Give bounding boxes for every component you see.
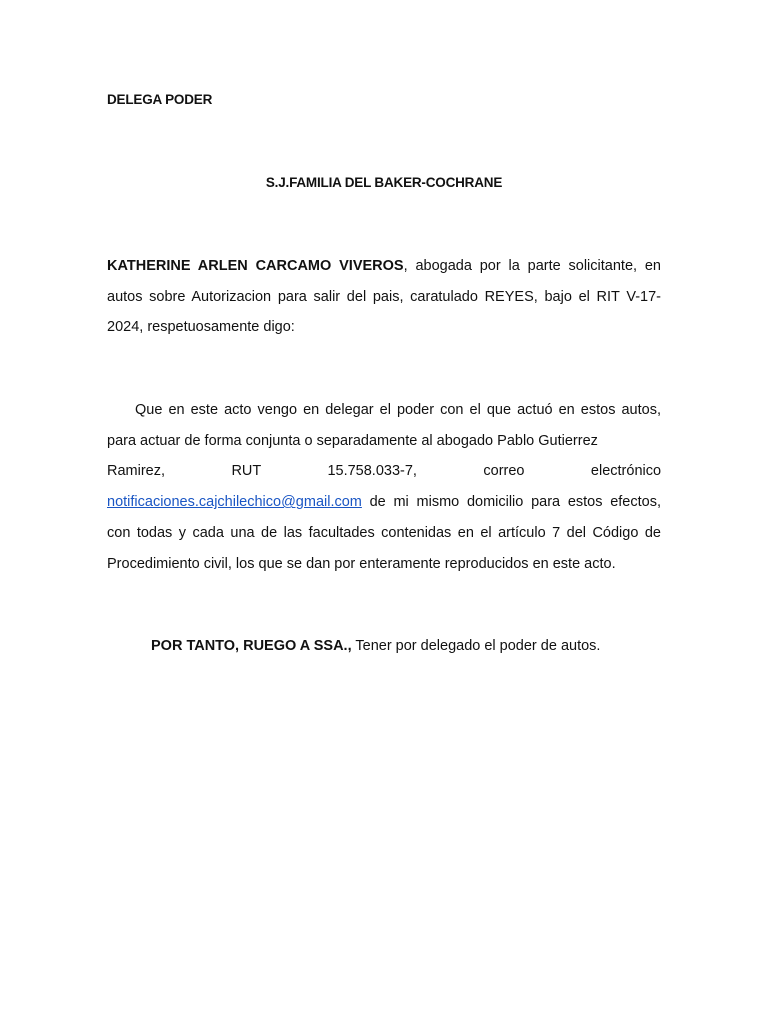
court-name: S.J.FAMILIA DEL BAKER-COCHRANE <box>265 175 503 190</box>
id-word: correo <box>483 463 525 480</box>
closing-bold: POR TANTO, RUEGO A SSA., <box>151 638 352 654</box>
closing-text: Tener por delegado el poder de autos. <box>351 638 601 654</box>
id-word: Ramirez, <box>107 463 166 480</box>
document-heading: DELEGA PODER <box>107 92 213 107</box>
id-word: 15.758.033-7, <box>327 463 417 480</box>
id-line <box>107 456 661 487</box>
closing-request <box>151 633 600 659</box>
id-word: RUT <box>231 463 261 480</box>
delegation-text-start: Que en este acto vengo en delegar el poder con el que actuó en estos autos, para actuar de forma conjunta o separadamente al abogado Pablo Gutierrez <box>107 402 661 449</box>
intro-paragraph <box>107 251 661 343</box>
email-link[interactable]: notificaciones.cajchilechico@gmail.com <box>107 494 362 511</box>
delegation-text-end: de mi mismo domicilio para estos efectos, con todas y cada una de las facultades contenidas en el artículo 7 del Código de Procedimiento civil, los que se dan por enteramente reproducidos en este acto. <box>107 494 661 572</box>
intro-text: , abogada por la parte solicitante, en autos sobre Autorizacion para salir del pais, caratulado REYES, bajo el RIT V-17-2024, respetuosamente digo: <box>107 258 661 336</box>
delegation-paragraph <box>107 395 661 579</box>
attorney-name: KATHERINE ARLEN CARCAMO VIVEROS <box>107 258 404 274</box>
id-word: electrónico <box>590 463 662 480</box>
